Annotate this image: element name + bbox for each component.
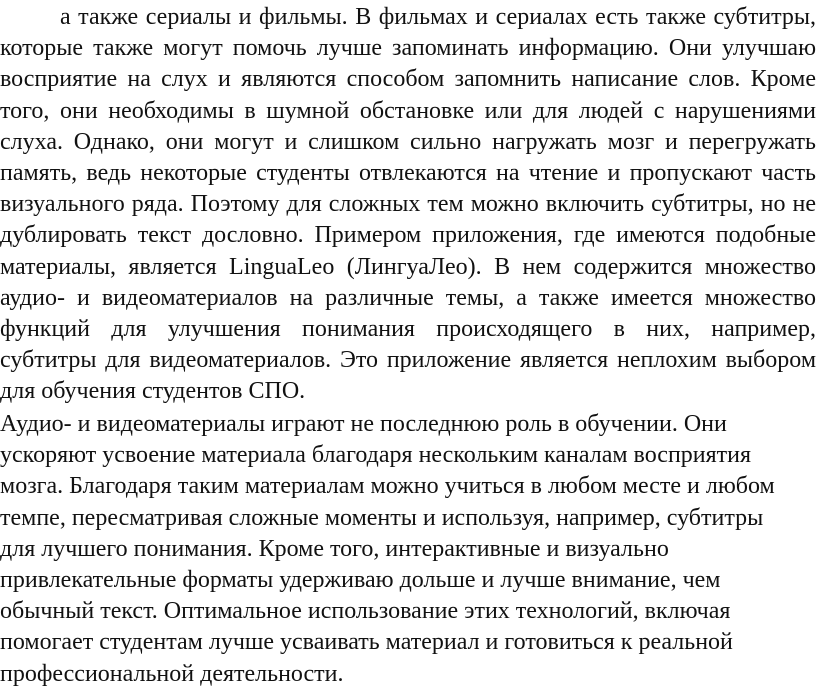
text-line: помогает студентам лучше усваивать материал и готовиться к реальной — [0, 629, 733, 656]
text-line: а также сериалы и фильмы. В фильмах и сериалах есть также субтитры, — [60, 4, 816, 30]
text-line: профессиональной деятельности. — [0, 660, 344, 687]
text-line: Аудио- и видеоматериалы играют не последнюю роль в обучении. Они — [0, 411, 727, 437]
text-line: того, они необходимы в шумной обстановке или для людей с нарушениями — [0, 97, 816, 124]
text-line: аудио- и видеоматериалов на различные темы, а также имеется множество — [0, 284, 816, 311]
text-line: субтитры для видеоматериалов. Это приложение является неплохим выбором — [0, 347, 816, 374]
text-line: слуха. Однако, они могут и слишком сильно нагружать мозг и перегружать — [0, 128, 816, 155]
text-line: функций для улучшения понимания происходящего в них, например, — [0, 315, 816, 342]
text-line: мозга. Благодаря таким материалам можно учиться в любом месте и любом — [0, 473, 775, 500]
text-line: для обучения студентов СПО. — [0, 378, 306, 405]
text-line: дублировать текст дословно. Примером приложения, где имеются подобные — [0, 222, 816, 249]
text-line: визуального ряда. Поэтому для сложных тем можно включить субтитры, но не — [0, 191, 816, 218]
text-line: восприятие на слух и являются способом запомнить написание слов. Кроме — [0, 66, 816, 93]
text-line: материалы, является LinguaLeo (ЛингуаЛео). В нем содержится множество — [0, 253, 816, 280]
text-line: привлекательные форматы удерживаю дольше и лучше внимание, чем — [0, 566, 721, 593]
paragraph-1 — [0, 2, 816, 407]
text-line: для лучшего понимания. Кроме того, интерактивные и визуально — [0, 535, 669, 562]
text-line: обычный текст. Оптимальное использование этих технологий, включая — [0, 598, 731, 625]
text-line: ускоряют усвоение материала благодаря нескольким каналам восприятия — [0, 442, 752, 469]
paragraph-2 — [0, 409, 816, 690]
text-line: которые также могут помочь лучше запоминать информацию. Они улучшаю — [0, 35, 816, 62]
text-line: память, ведь некоторые студенты отвлекаются на чтение и пропускают часть — [0, 159, 816, 186]
text-line: темпе, пересматривая сложные моменты и используя, например, субтитры — [0, 504, 764, 531]
